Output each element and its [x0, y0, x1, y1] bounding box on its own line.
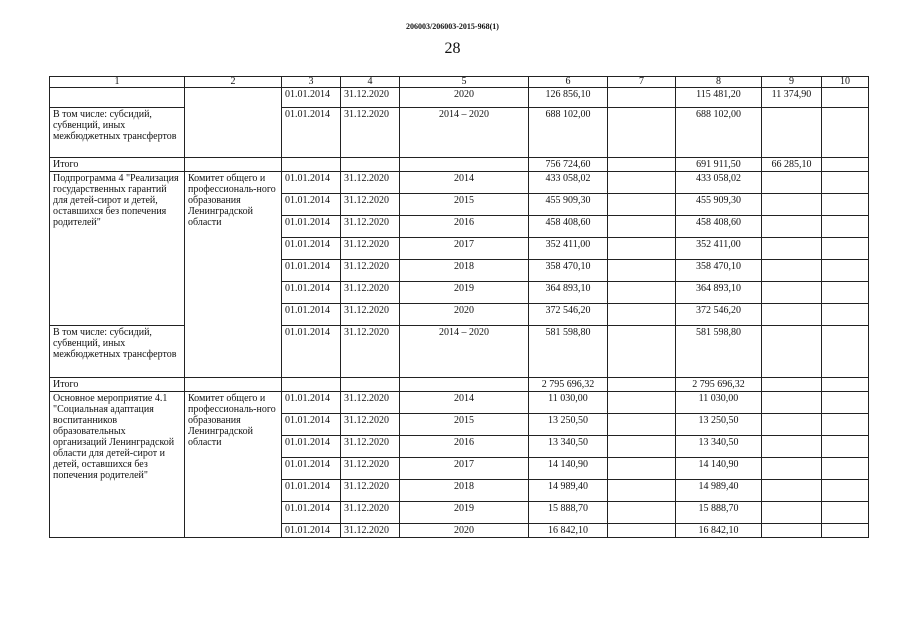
other-amount — [822, 458, 869, 480]
regional-amount: 358 470,10 — [676, 260, 762, 282]
total-amount: 15 888,70 — [529, 502, 608, 524]
regional-amount: 691 911,50 — [676, 158, 762, 172]
regional-amount: 581 598,80 — [676, 326, 762, 378]
row-label: В том числе: субсидий, субвенций, иных межбюджетных трансфертов — [50, 326, 185, 378]
column-header: 4 — [341, 77, 400, 88]
end-date: 31.12.2020 — [341, 88, 400, 108]
executor-cell: Комитет общего и профессиональ-ного образования Ленинградской области — [185, 392, 282, 538]
start-date: 01.01.2014 — [282, 502, 341, 524]
other-amount — [822, 108, 869, 158]
local-amount — [762, 172, 822, 194]
regional-amount: 115 481,20 — [676, 88, 762, 108]
column-header: 7 — [608, 77, 676, 88]
end-date: 31.12.2020 — [341, 282, 400, 304]
federal-amount — [608, 304, 676, 326]
document-id: 206003/206003-2015-968(1) — [406, 22, 499, 31]
page-number: 28 — [444, 40, 461, 57]
total-amount: 14 989,40 — [529, 480, 608, 502]
total-amount: 756 724,60 — [529, 158, 608, 172]
period: 2020 — [400, 304, 529, 326]
federal-amount — [608, 260, 676, 282]
start-date: 01.01.2014 — [282, 304, 341, 326]
period: 2020 — [400, 524, 529, 538]
column-header: 3 — [282, 77, 341, 88]
local-amount — [762, 326, 822, 378]
regional-amount: 14 140,90 — [676, 458, 762, 480]
regional-amount: 13 250,50 — [676, 414, 762, 436]
end-date: 31.12.2020 — [341, 238, 400, 260]
period: 2014 – 2020 — [400, 108, 529, 158]
total-amount: 581 598,80 — [529, 326, 608, 378]
row-label: В том числе: субсидий, субвенций, иных межбюджетных трансфертов — [50, 108, 185, 158]
other-amount — [822, 194, 869, 216]
table-row — [50, 88, 869, 108]
end-date: 31.12.2020 — [341, 304, 400, 326]
start-date: 01.01.2014 — [282, 326, 341, 378]
federal-amount — [608, 88, 676, 108]
local-amount — [762, 378, 822, 392]
row-label: Итого — [50, 158, 185, 172]
total-amount: 372 546,20 — [529, 304, 608, 326]
regional-amount: 372 546,20 — [676, 304, 762, 326]
end-date: 31.12.2020 — [341, 216, 400, 238]
federal-amount — [608, 238, 676, 260]
federal-amount — [608, 480, 676, 502]
other-amount — [822, 172, 869, 194]
start-date — [282, 378, 341, 392]
period: 2014 — [400, 172, 529, 194]
table-row-total — [50, 378, 869, 392]
row-label: Основное мероприятие 4.1 "Социальная адаптация воспитанников образовательных организаций Ленинградской области для детей-сирот и детей, оставшихся без попечения родителей" — [50, 392, 185, 538]
total-amount: 13 340,50 — [529, 436, 608, 458]
total-amount: 364 893,10 — [529, 282, 608, 304]
federal-amount — [608, 392, 676, 414]
row-label: Итого — [50, 378, 185, 392]
regional-amount: 14 989,40 — [676, 480, 762, 502]
federal-amount — [608, 216, 676, 238]
table-row-total — [50, 158, 869, 172]
regional-amount: 433 058,02 — [676, 172, 762, 194]
period: 2015 — [400, 194, 529, 216]
total-amount: 433 058,02 — [529, 172, 608, 194]
federal-amount — [608, 436, 676, 458]
total-amount: 13 250,50 — [529, 414, 608, 436]
other-amount — [822, 260, 869, 282]
start-date: 01.01.2014 — [282, 524, 341, 538]
period: 2016 — [400, 436, 529, 458]
start-date: 01.01.2014 — [282, 282, 341, 304]
start-date — [282, 158, 341, 172]
end-date: 31.12.2020 — [341, 436, 400, 458]
period: 2017 — [400, 458, 529, 480]
total-amount: 688 102,00 — [529, 108, 608, 158]
federal-amount — [608, 414, 676, 436]
local-amount — [762, 194, 822, 216]
other-amount — [822, 282, 869, 304]
column-header: 6 — [529, 77, 608, 88]
executor-cell — [185, 88, 282, 158]
budget-table — [49, 76, 869, 538]
regional-amount: 16 842,10 — [676, 524, 762, 538]
total-amount: 358 470,10 — [529, 260, 608, 282]
table-row — [50, 392, 869, 414]
executor-cell: Комитет общего и профессиональ-ного образования Ленинградской области — [185, 172, 282, 378]
regional-amount: 688 102,00 — [676, 108, 762, 158]
regional-amount: 2 795 696,32 — [676, 378, 762, 392]
regional-amount: 11 030,00 — [676, 392, 762, 414]
regional-amount: 352 411,00 — [676, 238, 762, 260]
start-date: 01.01.2014 — [282, 458, 341, 480]
column-header: 2 — [185, 77, 282, 88]
total-amount: 2 795 696,32 — [529, 378, 608, 392]
total-amount: 11 030,00 — [529, 392, 608, 414]
period: 2018 — [400, 480, 529, 502]
executor-cell — [185, 378, 282, 392]
period: 2014 — [400, 392, 529, 414]
local-amount — [762, 282, 822, 304]
local-amount — [762, 458, 822, 480]
period: 2019 — [400, 282, 529, 304]
row-label: Подпрограмма 4 "Реализация государственных гарантий для детей-сирот и детей, оставшихся без попечения родителей" — [50, 172, 185, 326]
start-date: 01.01.2014 — [282, 260, 341, 282]
local-amount — [762, 502, 822, 524]
local-amount: 66 285,10 — [762, 158, 822, 172]
local-amount — [762, 304, 822, 326]
end-date: 31.12.2020 — [341, 524, 400, 538]
column-header: 8 — [676, 77, 762, 88]
federal-amount — [608, 458, 676, 480]
table-row — [50, 326, 869, 378]
executor-cell — [185, 158, 282, 172]
end-date: 31.12.2020 — [341, 502, 400, 524]
end-date: 31.12.2020 — [341, 480, 400, 502]
column-header: 5 — [400, 77, 529, 88]
end-date: 31.12.2020 — [341, 194, 400, 216]
local-amount — [762, 436, 822, 458]
start-date: 01.01.2014 — [282, 238, 341, 260]
other-amount — [822, 216, 869, 238]
federal-amount — [608, 194, 676, 216]
federal-amount — [608, 158, 676, 172]
federal-amount — [608, 502, 676, 524]
other-amount — [822, 480, 869, 502]
federal-amount — [608, 108, 676, 158]
federal-amount — [608, 326, 676, 378]
total-amount: 14 140,90 — [529, 458, 608, 480]
end-date: 31.12.2020 — [341, 172, 400, 194]
regional-amount: 458 408,60 — [676, 216, 762, 238]
local-amount — [762, 392, 822, 414]
table-header-row — [50, 77, 869, 88]
start-date: 01.01.2014 — [282, 414, 341, 436]
end-date: 31.12.2020 — [341, 458, 400, 480]
period — [400, 378, 529, 392]
period: 2017 — [400, 238, 529, 260]
other-amount — [822, 304, 869, 326]
end-date: 31.12.2020 — [341, 414, 400, 436]
federal-amount — [608, 524, 676, 538]
table-row — [50, 108, 869, 158]
local-amount — [762, 238, 822, 260]
local-amount — [762, 524, 822, 538]
regional-amount: 364 893,10 — [676, 282, 762, 304]
other-amount — [822, 378, 869, 392]
start-date: 01.01.2014 — [282, 172, 341, 194]
local-amount: 11 374,90 — [762, 88, 822, 108]
start-date: 01.01.2014 — [282, 392, 341, 414]
column-header: 10 — [822, 77, 869, 88]
start-date: 01.01.2014 — [282, 108, 341, 158]
row-label — [50, 88, 185, 108]
federal-amount — [608, 172, 676, 194]
period: 2020 — [400, 88, 529, 108]
end-date: 31.12.2020 — [341, 326, 400, 378]
end-date — [341, 158, 400, 172]
period: 2014 – 2020 — [400, 326, 529, 378]
end-date: 31.12.2020 — [341, 108, 400, 158]
table-row — [50, 172, 869, 194]
column-header: 1 — [50, 77, 185, 88]
local-amount — [762, 480, 822, 502]
regional-amount: 455 909,30 — [676, 194, 762, 216]
other-amount — [822, 414, 869, 436]
total-amount: 126 856,10 — [529, 88, 608, 108]
local-amount — [762, 108, 822, 158]
other-amount — [822, 238, 869, 260]
other-amount — [822, 392, 869, 414]
period: 2019 — [400, 502, 529, 524]
start-date: 01.01.2014 — [282, 194, 341, 216]
end-date: 31.12.2020 — [341, 392, 400, 414]
federal-amount — [608, 282, 676, 304]
total-amount: 455 909,30 — [529, 194, 608, 216]
total-amount: 352 411,00 — [529, 238, 608, 260]
regional-amount: 13 340,50 — [676, 436, 762, 458]
other-amount — [822, 158, 869, 172]
local-amount — [762, 260, 822, 282]
period — [400, 158, 529, 172]
column-header: 9 — [762, 77, 822, 88]
other-amount — [822, 502, 869, 524]
total-amount: 16 842,10 — [529, 524, 608, 538]
local-amount — [762, 414, 822, 436]
total-amount: 458 408,60 — [529, 216, 608, 238]
other-amount — [822, 326, 869, 378]
start-date: 01.01.2014 — [282, 88, 341, 108]
regional-amount: 15 888,70 — [676, 502, 762, 524]
end-date — [341, 378, 400, 392]
local-amount — [762, 216, 822, 238]
start-date: 01.01.2014 — [282, 436, 341, 458]
other-amount — [822, 436, 869, 458]
end-date: 31.12.2020 — [341, 260, 400, 282]
other-amount — [822, 524, 869, 538]
start-date: 01.01.2014 — [282, 480, 341, 502]
period: 2016 — [400, 216, 529, 238]
other-amount — [822, 88, 869, 108]
start-date: 01.01.2014 — [282, 216, 341, 238]
period: 2018 — [400, 260, 529, 282]
federal-amount — [608, 378, 676, 392]
period: 2015 — [400, 414, 529, 436]
